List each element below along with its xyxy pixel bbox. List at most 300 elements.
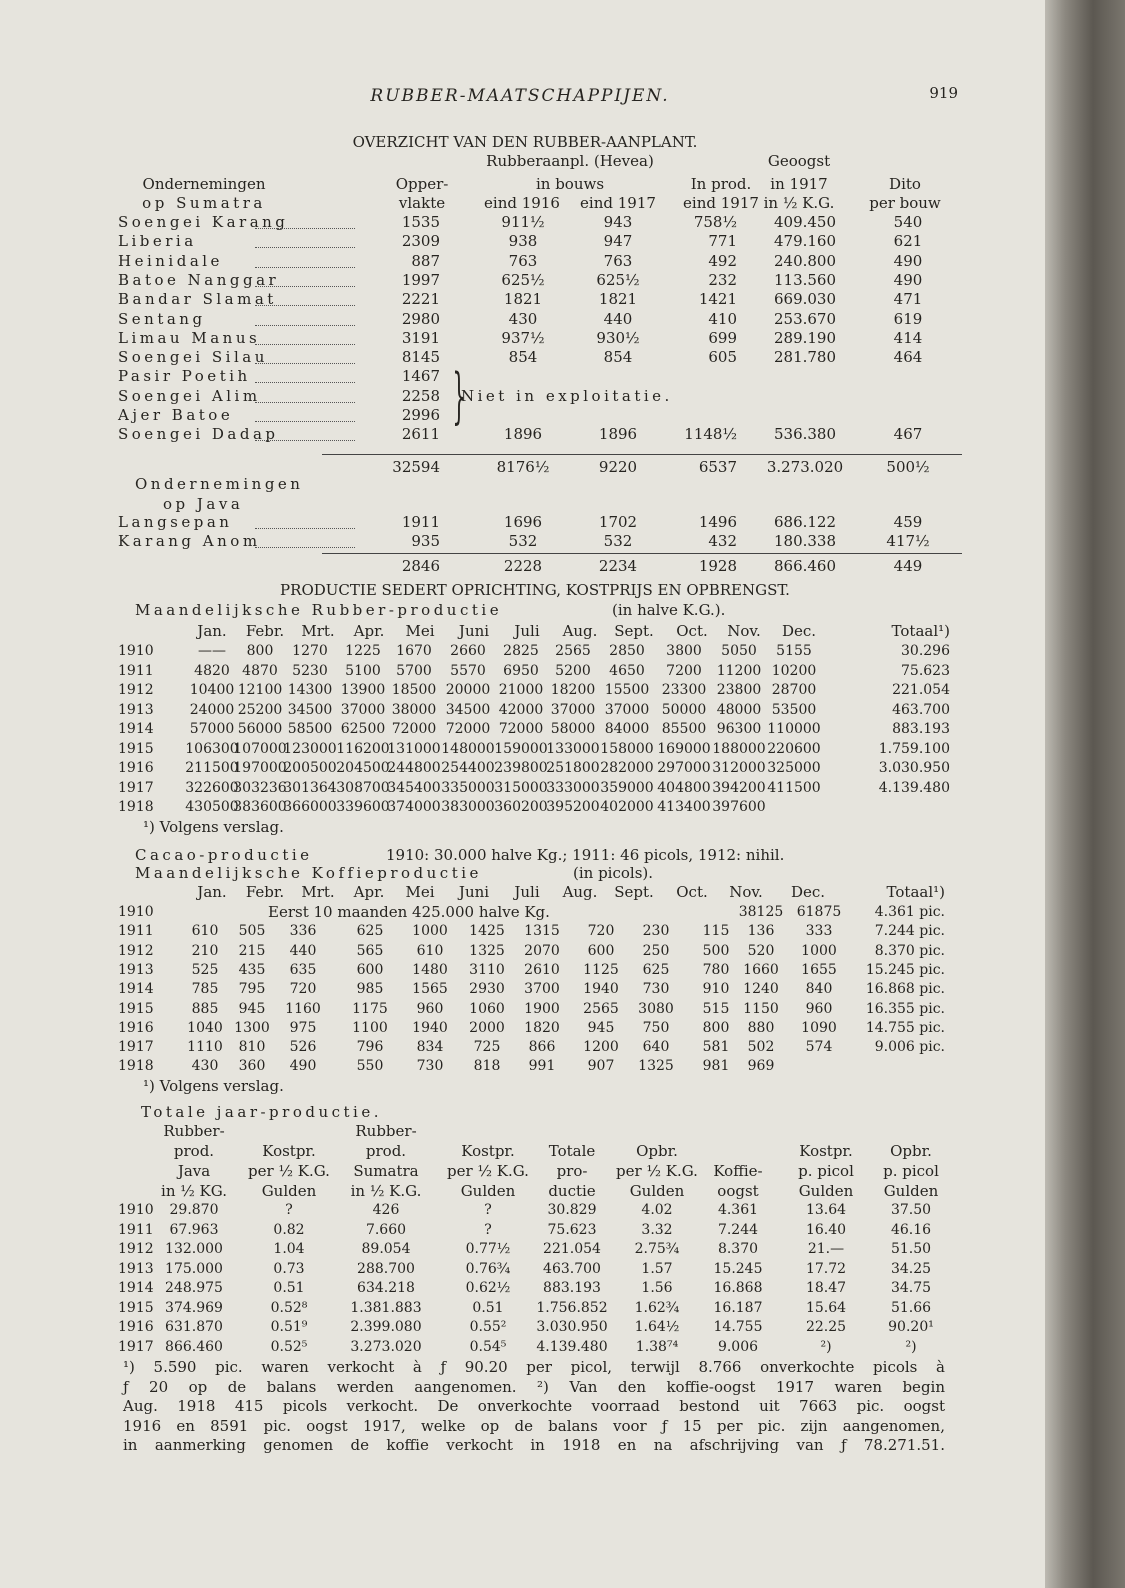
- rubber-unit: (in halve K.G.).: [612, 601, 726, 619]
- table-cell: 230: [642, 923, 670, 939]
- table-cell: 15.64: [805, 1300, 847, 1316]
- table-cell: 51.66: [890, 1300, 932, 1316]
- table-cell: 5700: [396, 663, 432, 679]
- table-cell: 244800: [387, 760, 441, 776]
- year-label: 1913: [118, 962, 154, 978]
- table-cell: 1821: [503, 290, 543, 308]
- table-cell: 1.57: [641, 1261, 673, 1277]
- table-cell: 985: [356, 981, 384, 997]
- table-cell: 432: [708, 532, 737, 550]
- table-cell: 1300: [234, 1020, 270, 1036]
- leader-dots: [255, 344, 355, 345]
- hdr-ondernemingen: Ondernemingen: [142, 175, 266, 193]
- table-cell: 834: [416, 1039, 444, 1055]
- table-cell: 2980: [401, 310, 440, 328]
- table-cell: 1425: [469, 923, 505, 939]
- koffie-1910-note: Eerst 10 maanden 425.000 halve Kg.: [268, 903, 550, 921]
- table-cell: 621: [893, 232, 923, 250]
- column-header: Kostpr.: [262, 1142, 316, 1160]
- table-cell: 574: [805, 1039, 833, 1055]
- table-cell: 479.160: [773, 232, 837, 250]
- table-cell: 3800: [666, 643, 702, 659]
- table-cell: 2930: [469, 981, 505, 997]
- table-cell: 17.72: [805, 1261, 847, 1277]
- table-cell: 21000: [498, 682, 544, 698]
- table-cell: 1997: [401, 271, 440, 289]
- hdr-eind1916: eind 1916: [484, 194, 560, 212]
- estate-name: Ajer Batoe: [118, 406, 234, 424]
- table-cell: ?: [484, 1202, 492, 1218]
- table-cell: 1225: [345, 643, 381, 659]
- table-cell: 12100: [237, 682, 283, 698]
- table-cell: 28700: [771, 682, 817, 698]
- table-cell: 2221: [401, 290, 440, 308]
- table-cell: ?: [285, 1202, 293, 1218]
- year-label: 1917: [118, 1339, 154, 1355]
- estate-name: Langsepan: [118, 513, 233, 531]
- table-cell: 1655: [801, 962, 837, 978]
- table-cell: 116200: [336, 741, 390, 757]
- table-cell: 866.460: [165, 1339, 223, 1355]
- table-cell: 1421: [698, 290, 737, 308]
- sumatra-total-cell: 3.273.020: [766, 458, 844, 476]
- total-header: Totaal¹): [886, 883, 945, 901]
- month-header: Sept.: [614, 883, 654, 901]
- table-cell: 46.16: [890, 1222, 932, 1238]
- month-header: Dec.: [790, 883, 826, 901]
- table-cell: 13900: [340, 682, 386, 698]
- table-cell: 23800: [716, 682, 762, 698]
- table-cell: 110000: [767, 721, 821, 737]
- table-cell: 938: [508, 232, 538, 250]
- table-cell: 37000: [340, 702, 386, 718]
- table-cell: 686.122: [773, 513, 837, 531]
- table-cell: 866: [528, 1039, 556, 1055]
- table-cell: 7200: [666, 663, 702, 679]
- table-cell: 58500: [287, 721, 333, 737]
- table-cell: 699: [708, 329, 737, 347]
- year-total: 7.244 pic.: [874, 923, 945, 939]
- java-total-cell: 2228: [503, 557, 543, 575]
- table-cell: 22.25: [805, 1319, 847, 1335]
- estate-name: Soengei Silau: [118, 348, 268, 366]
- table-cell: 333: [805, 923, 833, 939]
- not-exploited-note: Niet in exploitatie.: [461, 387, 673, 405]
- month-header: Febr.: [245, 622, 285, 640]
- table-cell: 18200: [550, 682, 596, 698]
- year-total: 14.755 pic.: [865, 1020, 945, 1036]
- month-header: Mrt.: [301, 622, 335, 640]
- column-header: oogst: [717, 1182, 759, 1200]
- leader-dots: [255, 382, 355, 383]
- table-cell: 106300: [185, 741, 239, 757]
- table-cell: 57000: [189, 721, 235, 737]
- sumatra-total-cell: 500½: [886, 458, 930, 476]
- table-cell: 1496: [698, 513, 737, 531]
- table-cell: 619: [893, 310, 923, 328]
- cacao-text: 1910: 30.000 halve Kg.; 1911: 46 picols, 1912: nihil.: [386, 846, 785, 864]
- table-cell: ?: [484, 1222, 492, 1238]
- koffie-subtitle: Maandelijksche Koffieproductie: [135, 864, 482, 882]
- table-cell: 435: [238, 962, 266, 978]
- hdr-in1917: in 1917: [770, 175, 828, 193]
- table-cell: 34500: [287, 702, 333, 718]
- table-cell: 360: [238, 1058, 266, 1074]
- table-cell: 1060: [469, 1001, 505, 1017]
- table-cell: 464: [893, 348, 923, 366]
- column-header: Kostpr.: [799, 1142, 853, 1160]
- table-cell: 969: [747, 1058, 775, 1074]
- table-cell: 1940: [583, 981, 619, 997]
- table-cell: 5200: [555, 663, 591, 679]
- sumatra-total-cell: 9220: [598, 458, 638, 476]
- table-cell: 58000: [550, 721, 596, 737]
- table-cell: 669.030: [773, 290, 837, 308]
- hdr-op-sumatra: op Sumatra: [142, 194, 266, 212]
- table-cell: 885: [191, 1001, 219, 1017]
- table-cell: 500: [702, 943, 730, 959]
- table-cell: 505: [238, 923, 266, 939]
- table-cell: 763: [508, 252, 538, 270]
- table-cell: 1148½: [684, 425, 737, 443]
- year-total: 75.623: [901, 663, 950, 679]
- table-cell: 148000: [441, 741, 495, 757]
- estate-name: Liberia: [118, 232, 197, 250]
- table-cell: 204500: [336, 760, 390, 776]
- table-cell: 333000: [546, 780, 600, 796]
- table-cell: 56000: [237, 721, 283, 737]
- table-cell: 72000: [498, 721, 544, 737]
- table-cell: 8145: [401, 348, 440, 366]
- table-cell: 2070: [524, 943, 560, 959]
- table-cell: 526: [289, 1039, 317, 1055]
- column-header: Opbr.: [890, 1142, 932, 1160]
- table-cell: 251800: [546, 760, 600, 776]
- table-cell: 785: [191, 981, 219, 997]
- column-header: in ½ KG.: [161, 1182, 227, 1200]
- year-label: 1915: [118, 1300, 154, 1316]
- table-cell: 763: [603, 252, 633, 270]
- table-cell: 211500: [185, 760, 239, 776]
- table-cell: 515: [702, 1001, 730, 1017]
- leader-dots: [255, 286, 355, 287]
- footnote-line: ƒ 20 op de balans werden aangenomen. ²) Van den koffie-oogst 1917 waren begin: [123, 1378, 945, 1396]
- table-cell: 1315: [524, 923, 560, 939]
- table-cell: 38000: [391, 702, 437, 718]
- leader-dots: [255, 440, 355, 441]
- table-cell: 490: [893, 271, 923, 289]
- month-header: Oct.: [676, 622, 708, 640]
- column-header: in ½ K.G.: [350, 1182, 422, 1200]
- table-cell: 943: [603, 213, 633, 231]
- table-cell: 0.77½: [465, 1241, 511, 1257]
- table-cell: 720: [587, 923, 615, 939]
- table-cell: 2996: [401, 406, 440, 424]
- column-header: p. picol: [883, 1162, 939, 1180]
- table-cell: 312000: [712, 760, 766, 776]
- footnote-line: 1916 en 8591 pic. oogst 1917, welke op de balans voor ƒ 15 per pic. zijn aangenomen,: [123, 1417, 945, 1435]
- month-header: Juni: [458, 622, 490, 640]
- table-cell: 459: [893, 513, 923, 531]
- table-cell: 3191: [401, 329, 440, 347]
- table-cell: 8.370: [717, 1241, 759, 1257]
- table-cell: 720: [289, 981, 317, 997]
- year-total: 16.355 pic.: [865, 1001, 945, 1017]
- year-total: 4.139.480: [878, 780, 950, 796]
- java-total-cell: 2234: [598, 557, 638, 575]
- table-cell: 945: [587, 1020, 615, 1036]
- table-cell: 410: [708, 310, 737, 328]
- table-cell: 322600: [185, 780, 239, 796]
- table-cell: 818: [473, 1058, 501, 1074]
- table-cell: 1535: [401, 213, 440, 231]
- year-label: 1912: [118, 1241, 154, 1257]
- table-cell: 471: [893, 290, 923, 308]
- table-cell: 463.700: [543, 1261, 601, 1277]
- table-cell: 502: [747, 1039, 775, 1055]
- table-cell: 10200: [771, 663, 817, 679]
- sumatra-total-cell: 8176½: [496, 458, 550, 476]
- table-cell: 467: [893, 425, 923, 443]
- year-total: 1.759.100: [878, 741, 950, 757]
- year-total: 883.193: [892, 721, 950, 737]
- total-rule: [322, 553, 962, 554]
- year-label: 1910: [118, 1202, 154, 1218]
- estate-name: Batoe Nanggar: [118, 271, 280, 289]
- hdr-in-half-kg: in ½ K.G.: [763, 194, 835, 212]
- table-cell: 975: [289, 1020, 317, 1036]
- table-cell: 37000: [550, 702, 596, 718]
- year-label: 1913: [118, 1261, 154, 1277]
- column-header: pro-: [556, 1162, 588, 1180]
- year-label: 1914: [118, 1280, 154, 1296]
- overzicht-title: OVERZICHT VAN DEN RUBBER-AANPLANT.: [352, 133, 698, 151]
- column-header: Sumatra: [353, 1162, 419, 1180]
- table-cell: 34500: [445, 702, 491, 718]
- column-header: Gulden: [261, 1182, 317, 1200]
- table-cell: 937½: [501, 329, 545, 347]
- table-cell: 232: [708, 271, 737, 289]
- month-header: Nov.: [729, 883, 763, 901]
- table-cell: 991: [528, 1058, 556, 1074]
- estate-name: Heinidale: [118, 252, 223, 270]
- table-cell: 750: [642, 1020, 670, 1036]
- leader-dots: [255, 228, 355, 229]
- table-cell: 220600: [767, 741, 821, 757]
- column-header: Totale: [548, 1142, 596, 1160]
- table-cell: 395200: [546, 799, 600, 815]
- table-cell: 2.75¾: [634, 1241, 680, 1257]
- month-header: Jan.: [197, 883, 227, 901]
- table-cell: 1175: [352, 1001, 388, 1017]
- table-cell: 795: [238, 981, 266, 997]
- table-cell: 2660: [450, 643, 486, 659]
- table-cell: 810: [238, 1039, 266, 1055]
- table-cell: 30.829: [547, 1202, 597, 1218]
- table-cell: 1100: [352, 1020, 388, 1036]
- hdr-geoogst: Geoogst: [767, 152, 831, 170]
- table-cell: 339600: [336, 799, 390, 815]
- table-cell: 960: [416, 1001, 444, 1017]
- table-cell: 1200: [583, 1039, 619, 1055]
- table-cell: 62500: [340, 721, 386, 737]
- table-cell: 325000: [767, 760, 821, 776]
- table-cell: 1565: [412, 981, 448, 997]
- table-cell: 131000: [387, 741, 441, 757]
- table-cell: 0.54⁵: [469, 1339, 507, 1355]
- leader-dots: [255, 363, 355, 364]
- table-cell: 188000: [712, 741, 766, 757]
- year-label: 1916: [118, 1319, 154, 1335]
- hdr-eind1917-prod: eind 1917: [683, 194, 759, 212]
- table-cell: 288.700: [357, 1261, 415, 1277]
- table-cell: 910: [702, 981, 730, 997]
- month-header: Apr.: [353, 622, 385, 640]
- year-total: 463.700: [892, 702, 950, 718]
- estate-name: Soengei Karang: [118, 213, 289, 231]
- table-cell: 1110: [187, 1039, 223, 1055]
- table-cell: 25200: [237, 702, 283, 718]
- table-cell: 540: [893, 213, 923, 231]
- page-number: 919: [929, 84, 958, 102]
- month-header: Dec.: [781, 622, 817, 640]
- hdr-per-bouw: per bouw: [869, 194, 941, 212]
- java-total-cell: 1928: [698, 557, 737, 575]
- total-rule: [322, 454, 962, 455]
- table-cell: 34.25: [890, 1261, 932, 1277]
- table-cell: 169000: [657, 741, 711, 757]
- table-cell: 532: [508, 532, 538, 550]
- table-cell: 115: [702, 923, 730, 939]
- table-cell: 430: [191, 1058, 219, 1074]
- table-cell: 240.800: [773, 252, 837, 270]
- table-cell: 18.47: [805, 1280, 847, 1296]
- total-header: Totaal¹): [891, 622, 950, 640]
- hdr-rubberaanpl: Rubberaanpl. (Hevea): [486, 152, 654, 170]
- table-cell: 72000: [445, 721, 491, 737]
- table-cell: 2565: [583, 1001, 619, 1017]
- column-header: Gulden: [883, 1182, 939, 1200]
- productie-title: PRODUCTIE SEDERT OPRICHTING, KOSTPRIJS EN OPBRENGST.: [280, 581, 790, 599]
- table-cell: 1325: [469, 943, 505, 959]
- hdr-opper: Opper-: [395, 175, 449, 193]
- table-cell: 600: [587, 943, 615, 959]
- year-label: 1915: [118, 1001, 154, 1017]
- table-cell: 796: [356, 1039, 384, 1055]
- table-cell: 7.660: [365, 1222, 407, 1238]
- column-header: Kostpr.: [461, 1142, 515, 1160]
- table-cell: 20000: [445, 682, 491, 698]
- table-cell: 250: [642, 943, 670, 959]
- table-cell: 5570: [450, 663, 486, 679]
- month-header: Mrt.: [301, 883, 335, 901]
- leader-dots: [255, 547, 355, 548]
- table-cell: 254400: [441, 760, 495, 776]
- java-header: op Java: [163, 495, 244, 513]
- column-header: prod.: [173, 1142, 215, 1160]
- table-cell: 1911: [401, 513, 440, 531]
- table-cell: 635: [289, 962, 317, 978]
- column-header: Rubber-: [163, 1122, 225, 1140]
- table-cell: 37.50: [890, 1202, 932, 1218]
- year-total: 15.245 pic.: [865, 962, 945, 978]
- table-cell: 374000: [387, 799, 441, 815]
- rubber-subtitle: Maandelijksche Rubber-productie: [135, 601, 503, 619]
- table-cell: 490: [289, 1058, 317, 1074]
- table-cell: 525: [191, 962, 219, 978]
- table-cell: 3.273.020: [350, 1339, 422, 1355]
- table-cell: 758½: [693, 213, 737, 231]
- table-cell: 14300: [287, 682, 333, 698]
- table-cell: 430500: [185, 799, 239, 815]
- leader-dots: [255, 267, 355, 268]
- table-cell: 89.054: [361, 1241, 411, 1257]
- table-cell: 1.756.852: [536, 1300, 608, 1316]
- table-cell: 1696: [503, 513, 543, 531]
- table-cell: 2.399.080: [350, 1319, 422, 1335]
- table-cell: 610: [191, 923, 219, 939]
- footnote-line: ¹) 5.590 pic. waren verkocht à ƒ 90.20 per picol, terwijl 8.766 onverkochte picols à: [123, 1358, 945, 1376]
- table-cell: 1090: [801, 1020, 837, 1036]
- table-cell: 0.62½: [465, 1280, 511, 1296]
- table-cell: 1.56: [641, 1280, 673, 1296]
- column-header: Koffie-: [713, 1162, 763, 1180]
- hdr-dito: Dito: [889, 175, 921, 193]
- year-label: 1910: [118, 904, 154, 920]
- table-cell: 15.245: [713, 1261, 763, 1277]
- table-cell: 550: [356, 1058, 384, 1074]
- month-header: Febr.: [245, 883, 285, 901]
- table-cell: 411500: [767, 780, 821, 796]
- table-cell: 3080: [638, 1001, 674, 1017]
- table-cell: 2850: [609, 643, 645, 659]
- table-cell: 2825: [503, 643, 539, 659]
- table-cell: 1270: [292, 643, 328, 659]
- table-cell: 1125: [583, 962, 619, 978]
- rubber-footnote: ¹) Volgens verslag.: [143, 818, 284, 836]
- table-cell: 907: [587, 1058, 615, 1074]
- table-cell: 72000: [391, 721, 437, 737]
- table-cell: 113.560: [773, 271, 837, 289]
- month-header: Aug.: [562, 622, 598, 640]
- column-header: ductie: [548, 1182, 596, 1200]
- estate-name: Bandar Slamat: [118, 290, 277, 308]
- month-header: Juni: [458, 883, 490, 901]
- year-label: 1912: [118, 943, 154, 959]
- table-cell: 634.218: [357, 1280, 415, 1296]
- table-cell: 800: [702, 1020, 730, 1036]
- table-cell: 158000: [600, 741, 654, 757]
- table-cell: 107000: [233, 741, 287, 757]
- estate-name: Pasir Poetih: [118, 367, 251, 385]
- table-cell: 930½: [596, 329, 640, 347]
- year-label: 1914: [118, 981, 154, 997]
- koffie-footnote: ¹) Volgens verslag.: [143, 1077, 284, 1095]
- table-cell: 532: [603, 532, 633, 550]
- column-header: Gulden: [798, 1182, 854, 1200]
- leader-dots: [255, 402, 355, 403]
- table-cell: 23300: [661, 682, 707, 698]
- table-cell: 625: [356, 923, 384, 939]
- table-cell: 175.000: [165, 1261, 223, 1277]
- table-cell: 0.55²: [469, 1319, 507, 1335]
- table-cell: 730: [642, 981, 670, 997]
- table-cell: 123000: [283, 741, 337, 757]
- footnote-line: in aanmerking genomen de koffie verkocht in 1918 en na afschrijving van ƒ 78.271.51.: [123, 1436, 945, 1454]
- table-cell: 1040: [187, 1020, 223, 1036]
- year-label: 1918: [118, 799, 154, 815]
- table-cell: 725: [473, 1039, 501, 1055]
